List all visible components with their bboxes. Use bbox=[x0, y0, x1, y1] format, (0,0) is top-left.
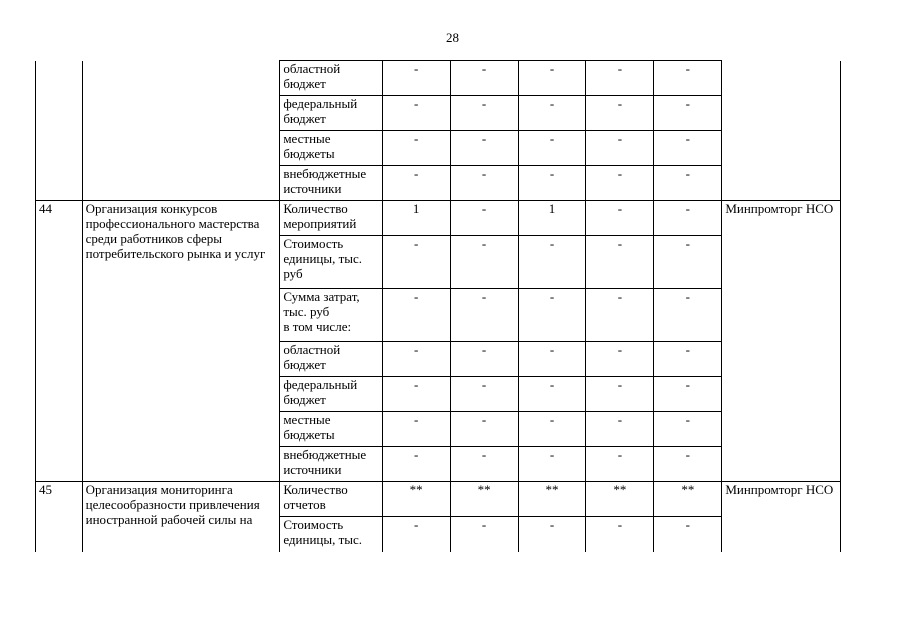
value-cell: - bbox=[586, 61, 654, 96]
indicator-cell: Количество отчетов bbox=[280, 482, 382, 517]
item-number: 45 bbox=[36, 482, 83, 552]
value-cell: ** bbox=[518, 482, 586, 517]
item-name: Организация мониторинга целесообразности привлечения иностранной рабочей силы на bbox=[82, 482, 280, 552]
value-cell: - bbox=[586, 96, 654, 131]
value-cell: - bbox=[450, 412, 518, 447]
table-row bbox=[36, 61, 841, 96]
value-cell: - bbox=[654, 166, 722, 201]
value-cell: - bbox=[654, 96, 722, 131]
value-cell: - bbox=[450, 131, 518, 166]
indicator-cell: внебюджетные источники bbox=[280, 166, 382, 201]
page-number: 28 bbox=[446, 30, 459, 45]
value-cell: - bbox=[586, 412, 654, 447]
value-cell: - bbox=[450, 342, 518, 377]
value-cell: ** bbox=[586, 482, 654, 517]
value-cell: - bbox=[518, 342, 586, 377]
value-cell: - bbox=[382, 96, 450, 131]
value-cell: - bbox=[450, 236, 518, 289]
value-cell: - bbox=[382, 377, 450, 412]
value-cell: 1 bbox=[382, 201, 450, 236]
name-cell bbox=[82, 61, 280, 201]
value-cell: 1 bbox=[518, 201, 586, 236]
value-cell: - bbox=[586, 166, 654, 201]
value-cell: - bbox=[586, 342, 654, 377]
value-cell: - bbox=[518, 289, 586, 342]
executor-cell: Минпромторг НСО bbox=[722, 482, 841, 552]
value-cell: - bbox=[654, 342, 722, 377]
value-cell: - bbox=[586, 201, 654, 236]
value-cell: - bbox=[518, 96, 586, 131]
value-cell: - bbox=[450, 201, 518, 236]
indicator-cell: областной бюджет bbox=[280, 342, 382, 377]
value-cell: - bbox=[654, 289, 722, 342]
value-cell: ** bbox=[450, 482, 518, 517]
indicator-cell: Стоимость единицы, тыс. руб bbox=[280, 236, 382, 289]
value-cell: - bbox=[654, 236, 722, 289]
item-name: Организация конкурсов профессионального мастерства среди работников сферы потребительского рынка и услуг bbox=[82, 201, 280, 482]
item-number: 44 bbox=[36, 201, 83, 482]
value-cell: - bbox=[450, 517, 518, 552]
indicator-cell: местные бюджеты bbox=[280, 412, 382, 447]
value-cell: - bbox=[518, 517, 586, 552]
value-cell: - bbox=[654, 412, 722, 447]
value-cell: - bbox=[450, 377, 518, 412]
value-cell: - bbox=[382, 236, 450, 289]
value-cell: - bbox=[382, 289, 450, 342]
value-cell: - bbox=[654, 447, 722, 482]
value-cell: - bbox=[654, 517, 722, 552]
indicator-cell: Стоимость единицы, тыс. bbox=[280, 517, 382, 552]
value-cell: - bbox=[654, 131, 722, 166]
indicator-cell: федеральный бюджет bbox=[280, 377, 382, 412]
value-cell: - bbox=[586, 377, 654, 412]
value-cell: - bbox=[382, 412, 450, 447]
number-cell bbox=[36, 61, 83, 201]
value-cell: ** bbox=[654, 482, 722, 517]
executor-cell: Минпромторг НСО bbox=[722, 201, 841, 482]
table-row bbox=[36, 201, 841, 236]
value-cell: - bbox=[586, 517, 654, 552]
indicator-cell: внебюджетные источники bbox=[280, 447, 382, 482]
value-cell: - bbox=[518, 447, 586, 482]
value-cell: - bbox=[382, 166, 450, 201]
value-cell: - bbox=[450, 166, 518, 201]
value-cell: - bbox=[586, 131, 654, 166]
value-cell: - bbox=[518, 412, 586, 447]
value-cell: - bbox=[654, 61, 722, 96]
value-cell: - bbox=[518, 377, 586, 412]
executor-cell bbox=[722, 61, 841, 201]
value-cell: - bbox=[450, 96, 518, 131]
indicator-cell: областной бюджет bbox=[280, 61, 382, 96]
program-table bbox=[35, 60, 841, 552]
value-cell: - bbox=[518, 131, 586, 166]
value-cell: - bbox=[586, 236, 654, 289]
value-cell: - bbox=[518, 61, 586, 96]
value-cell: - bbox=[450, 447, 518, 482]
value-cell: - bbox=[654, 377, 722, 412]
value-cell: - bbox=[518, 166, 586, 201]
value-cell: - bbox=[382, 447, 450, 482]
value-cell: - bbox=[382, 342, 450, 377]
table-row bbox=[36, 482, 841, 517]
value-cell: - bbox=[450, 61, 518, 96]
indicator-cell: Сумма затрат, тыс. руб в том числе: bbox=[280, 289, 382, 342]
value-cell: - bbox=[382, 131, 450, 166]
value-cell: - bbox=[586, 447, 654, 482]
value-cell: - bbox=[382, 61, 450, 96]
value-cell: - bbox=[586, 289, 654, 342]
indicator-cell: федеральный бюджет bbox=[280, 96, 382, 131]
value-cell: - bbox=[654, 201, 722, 236]
indicator-cell: местные бюджеты bbox=[280, 131, 382, 166]
value-cell: ** bbox=[382, 482, 450, 517]
value-cell: - bbox=[450, 289, 518, 342]
indicator-cell: Количество мероприятий bbox=[280, 201, 382, 236]
value-cell: - bbox=[518, 236, 586, 289]
value-cell: - bbox=[382, 517, 450, 552]
